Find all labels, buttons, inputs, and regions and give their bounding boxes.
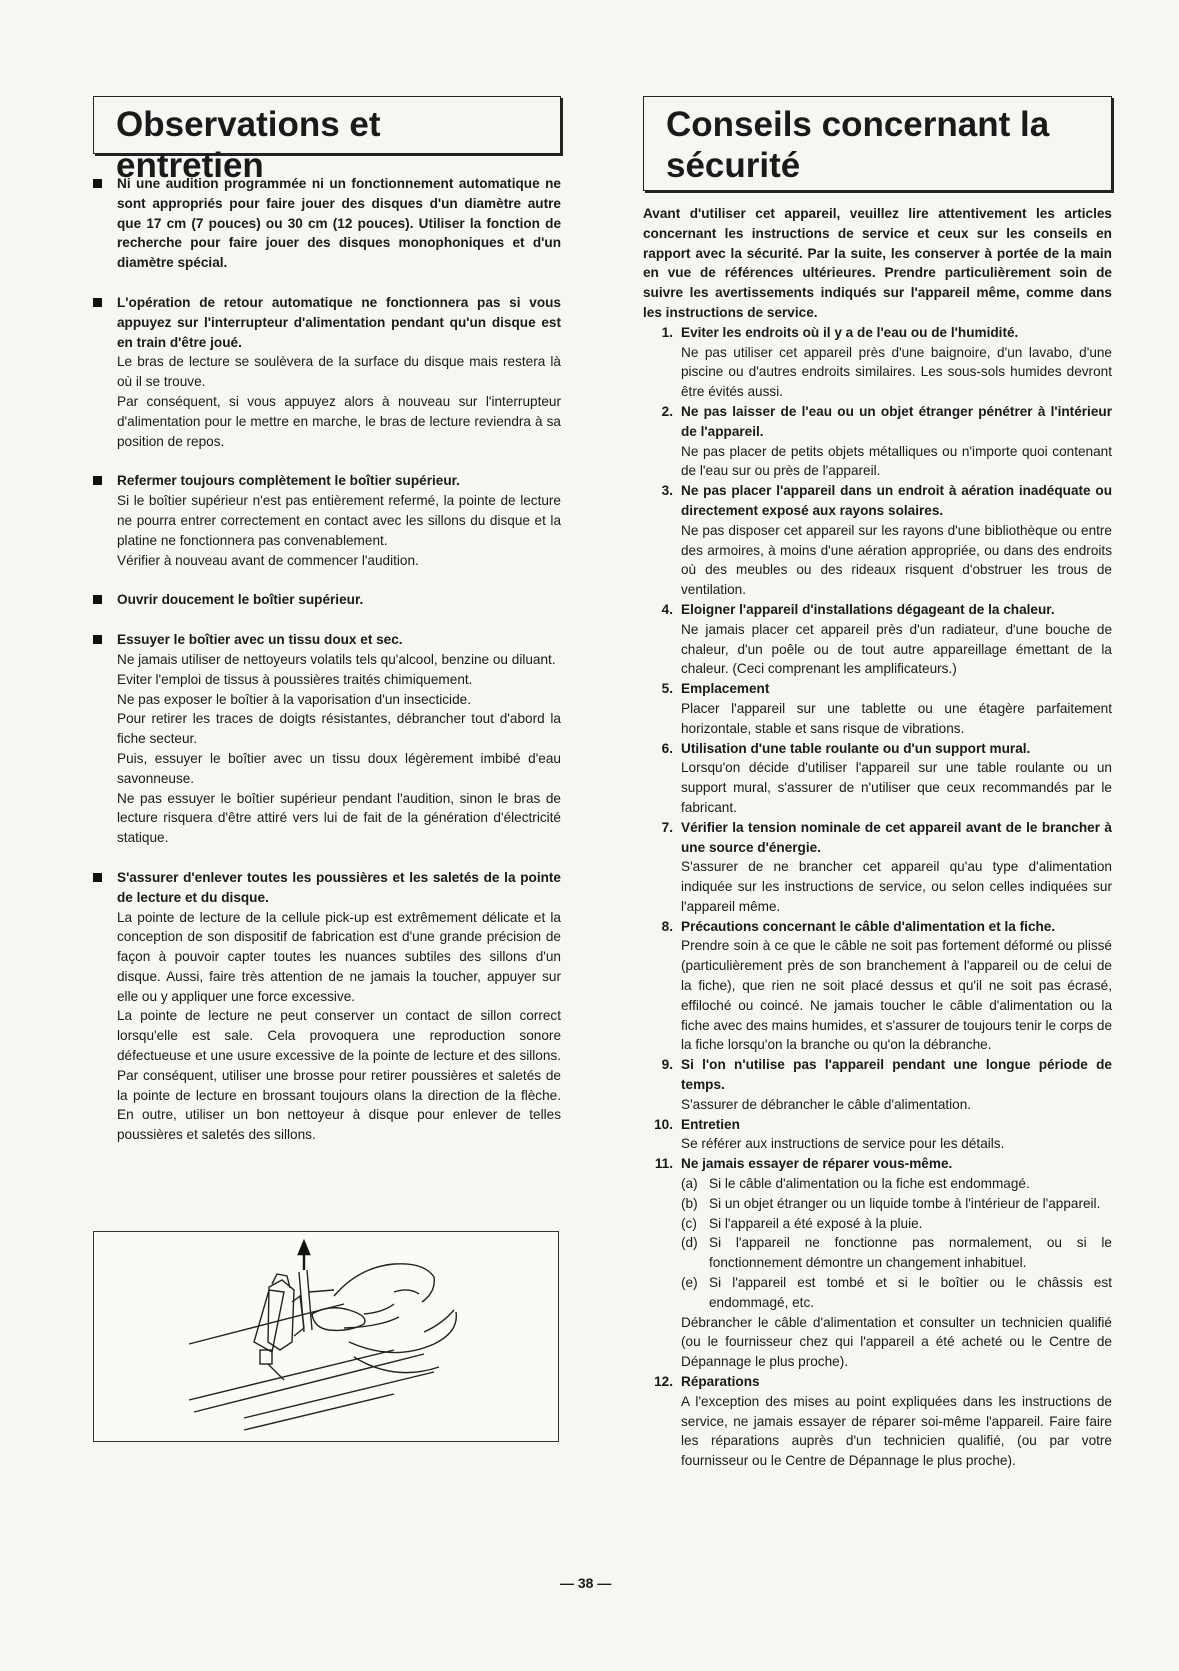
item-heading: Essuyer le boîtier avec un tissu doux et sec. — [117, 632, 403, 648]
safety-list — [643, 323, 1112, 1471]
list-item — [643, 739, 1112, 818]
item-text: Ne jamais placer cet appareil près d'un radiateur, d'une bouche de chaleur, d'un poêle ou de tout autre appareillage émettant de la chaleur. (Ceci comprenant les amplificateurs.) — [681, 621, 1112, 677]
item-number: 6. — [661, 740, 673, 756]
item-number: 10. — [654, 1116, 673, 1132]
list-item — [93, 471, 561, 570]
item-heading: Si l'on n'utilise pas l'appareil pendant une longue période de temps. — [681, 1057, 1112, 1093]
item-text: Ne pas utiliser cet appareil près d'une baignoire, d'un lavabo, d'une piscine ou d'autres endroits similaires. Les sous-sols humides devront être évités aussi. — [681, 344, 1112, 400]
list-item — [643, 1154, 1112, 1372]
item-text: Lorsqu'on décide d'utiliser l'appareil sur une table roulante ou un support mural, s'assurer de n'utiliser que ceux recommandés par le fabricant. — [681, 760, 1112, 815]
list-item — [643, 1055, 1112, 1114]
item-text: Ne pas essuyer le boîtier supérieur pendant l'audition, sinon le bras de lecture risquera d'être attiré vers lui de fait de la génération d'électricité statique. — [117, 790, 561, 846]
item-text: A l'exception des mises au point expliquées dans les instructions de service, ne jamais essayer de réparer soi-même l'appareil. Faire faire les réparations auprès d'un technicien qualifié, (ou par votre fournisseur ou le Centre de Dépannage le plus proche). — [681, 1393, 1112, 1469]
section-title-observations: Observations et entretien — [93, 96, 561, 154]
left-column — [93, 96, 561, 1145]
bullet-icon — [93, 595, 102, 604]
bullet-icon — [93, 298, 102, 307]
item-heading: Réparations — [681, 1374, 760, 1390]
item-heading: Ouvrir doucement le boîtier supérieur. — [117, 592, 364, 608]
item-heading: Précautions concernant le câble d'alimentation et la fiche. — [681, 918, 1056, 934]
item-heading: Utilisation d'une table roulante ou d'un support mural. — [681, 740, 1031, 756]
item-text: Placer l'appareil sur une tablette ou une étagère parfaitement horizontale, stable et sans risque de vibrations. — [681, 700, 1112, 736]
item-text: Débrancher le câble d'alimentation et consulter un technicien qualifié (ou le fournisseur chez qui l'appareil a été acheté ou le Centre de Dépannage le plus proche). — [681, 1314, 1112, 1370]
item-text: La pointe de lecture ne peut conserver un contact de sillon correct lorsqu'elle est sale. Cela provoquera une reproduction sonore défectueuse et une usure excessive de la pointe de lecture et des sillons. Par conséquent, utiliser une brosse pour retirer poussières et saletés de la pointe de lecture en brossant toujours olans la direction de la flèche. En outre, utiliser un bon nettoyeur à disque pour enlever de telles poussières et saletés des sillons. — [117, 1008, 561, 1143]
sub-item: (c) Si l'appareil a été exposé à la pluie. — [681, 1215, 923, 1231]
section-title-securite: Conseils concernant la sécurité — [643, 96, 1112, 191]
bullet-icon — [93, 476, 102, 485]
item-heading: Ni une audition programmée ni un fonctionnement automatique ne sont appropriés pour faire jouer des disques d'un diamètre autre que 17 cm (7 pouces) ou 30 cm (12 pouces). Utiliser la fonction de recherche pour faire jouer des disques monophoniques et d'un diamètre spécial. — [117, 176, 561, 271]
item-number: 7. — [661, 819, 673, 835]
item-heading: Eviter les endroits où il y a de l'eau ou de l'humidité. — [681, 324, 1019, 340]
item-heading: L'opération de retour automatique ne fonctionnera pas si vous appuyez sur l'interrupteur d'alimentation pendant qu'un disque est en train d'être joué. — [117, 294, 561, 350]
list-item — [93, 293, 561, 451]
list-item — [643, 917, 1112, 1056]
sub-item: (e) Si l'appareil est tombé et si le boîtier ou le châssis est endommagé, etc. — [681, 1275, 1112, 1310]
item-text: S'assurer de débrancher le câble d'alimentation. — [681, 1096, 972, 1112]
sub-item: (b) Si un objet étranger ou un liquide tombe à l'intérieur de l'appareil. — [681, 1195, 1101, 1211]
item-text: Si le boîtier supérieur n'est pas entièrement refermé, la pointe de lecture ne pourra entrer correctement en contact avec les sillons du disque et la platine ne fonctionnera pas convenablement. — [117, 493, 561, 548]
stylus-cleaning-illustration — [93, 1231, 559, 1442]
page-number: — 38 — — [560, 1575, 612, 1591]
list-item — [643, 1372, 1112, 1471]
list-item — [93, 868, 561, 1145]
item-text: Ne pas exposer le boîtier à la vaporisation d'un insecticide. — [117, 691, 471, 707]
item-text: Prendre soin à ce que le câble ne soit pas fortement déformé ou plissé (particulièrement près de son branchement à l'appareil ou de celui de la fiche), que rien ne soit placé dessus et qu'il ne soit pas écrasé, effiloché ou coincé. Ne jamais toucher le câble d'alimentation ou la fiche avec des mains humides, et s'assurer de toujours tenir le corps de la fiche lorsqu'on la branche ou qu'on la débranche. — [681, 938, 1113, 1053]
item-heading: Eloigner l'appareil d'installations dégageant de la chaleur. — [681, 601, 1055, 617]
item-number: 11. — [654, 1156, 673, 1172]
item-text: Par conséquent, si vous appuyez alors à nouveau sur l'interrupteur d'alimentation pour le mettre en marche, le bras de lecture reviendra à sa position de repos. — [117, 393, 561, 449]
sub-item: (d) Si l'appareil ne fonctionne pas normalement, ou si le fonctionnement démontre un changement inhabituel. — [681, 1235, 1112, 1271]
list-item — [93, 174, 561, 273]
list-item — [643, 600, 1112, 679]
item-number: 2. — [661, 403, 673, 419]
list-item — [93, 630, 561, 848]
item-heading: Vérifier la tension nominale de cet appareil avant de le brancher à une source d'énergie. — [681, 819, 1112, 855]
item-number: 9. — [661, 1057, 673, 1073]
sub-item: (a) Si le câble d'alimentation ou la fiche est endommagé. — [681, 1176, 1030, 1192]
item-heading: Ne pas laisser de l'eau ou un objet étranger pénétrer à l'intérieur de l'appareil. — [681, 403, 1112, 439]
list-item — [643, 1115, 1112, 1155]
intro-paragraph: Avant d'utiliser cet appareil, veuillez lire attentivement les articles concernant les instructions de service et ceux sur les conseils en rapport avec la sécurité. Par la suite, les conserver à portée de la main en vue de références ultérieures. Prendre particulièrement soin de suivre les avertissements indiqués sur l'appareil même, comme dans les instructions de service. — [643, 206, 1112, 320]
list-item — [643, 818, 1112, 917]
list-item — [643, 481, 1112, 600]
bullet-icon — [93, 873, 102, 882]
item-number: 3. — [661, 483, 673, 499]
stylus-brush-drawing — [94, 1232, 558, 1441]
bullet-icon — [93, 179, 102, 188]
list-item — [93, 590, 561, 610]
item-number: 8. — [661, 918, 673, 934]
item-text: Pour retirer les traces de doigts résistantes, débrancher tout d'abord la fiche secteur. — [117, 711, 561, 747]
item-text: Se référer aux instructions de service pour les détails. — [681, 1136, 1005, 1152]
item-heading: Ne pas placer l'appareil dans un endroit à aération inadéquate ou directement exposé aux rayons solaires. — [681, 483, 1112, 518]
item-number: 1. — [661, 324, 673, 340]
list-item — [643, 402, 1112, 481]
item-text: Puis, essuyer le boîtier avec un tissu doux légèrement imbibé d'eau savonneuse. — [117, 750, 561, 786]
list-item — [643, 679, 1112, 738]
item-heading: S'assurer d'enlever toutes les poussières et les saletés de la pointe de lecture et du disque. — [117, 869, 561, 905]
item-text: Eviter l'emploi de tissus à poussières traités chimiquement. — [117, 671, 473, 687]
item-text: Ne pas disposer cet appareil sur les rayons d'une bibliothèque ou entre des armoires, à moins d'une aération appropriée, ou dans des endroits où des meubles ou des rideaux risquent d'obstruer les trous de ventilation. — [681, 522, 1112, 598]
item-number: 4. — [661, 601, 673, 617]
item-text: Le bras de lecture se soulèvera de la surface du disque mais restera là où il se trouve. — [117, 354, 561, 390]
right-column — [643, 96, 1112, 1471]
item-heading: Entretien — [681, 1116, 740, 1132]
item-text: La pointe de lecture de la cellule pick-up est extrêmement délicate et la conception de son dispositif de fabrication est d'une grande précision de façon à pouvoir capter toutes les nuances subtiles des sillons d'un disque. Aussi, faire très attention de ne jamais la toucher, appuyer sur elle ou y appliquer une force excessive. — [117, 909, 561, 1004]
item-text: Ne pas placer de petits objets métalliques ou n'importe quoi contenant de l'eau sur ou près de l'appareil. — [681, 443, 1112, 479]
list-item — [643, 323, 1112, 402]
bullet-icon — [93, 635, 102, 644]
item-text: S'assurer de ne brancher cet appareil qu'au type d'alimentation indiquée sur les instructions de service, ou selon celles indiquées sur l'appareil même. — [681, 859, 1112, 914]
item-number: 5. — [661, 681, 673, 697]
item-number: 12. — [654, 1374, 673, 1390]
item-heading: Emplacement — [681, 681, 770, 697]
item-heading: Refermer toujours complètement le boîtier supérieur. — [117, 473, 460, 489]
item-text: Vérifier à nouveau avant de commencer l'audition. — [117, 552, 419, 568]
item-text: Ne jamais utiliser de nettoyeurs volatils tels qu'alcool, benzine ou diluant. — [117, 651, 556, 667]
item-heading: Ne jamais essayer de réparer vous-même. — [681, 1156, 953, 1172]
